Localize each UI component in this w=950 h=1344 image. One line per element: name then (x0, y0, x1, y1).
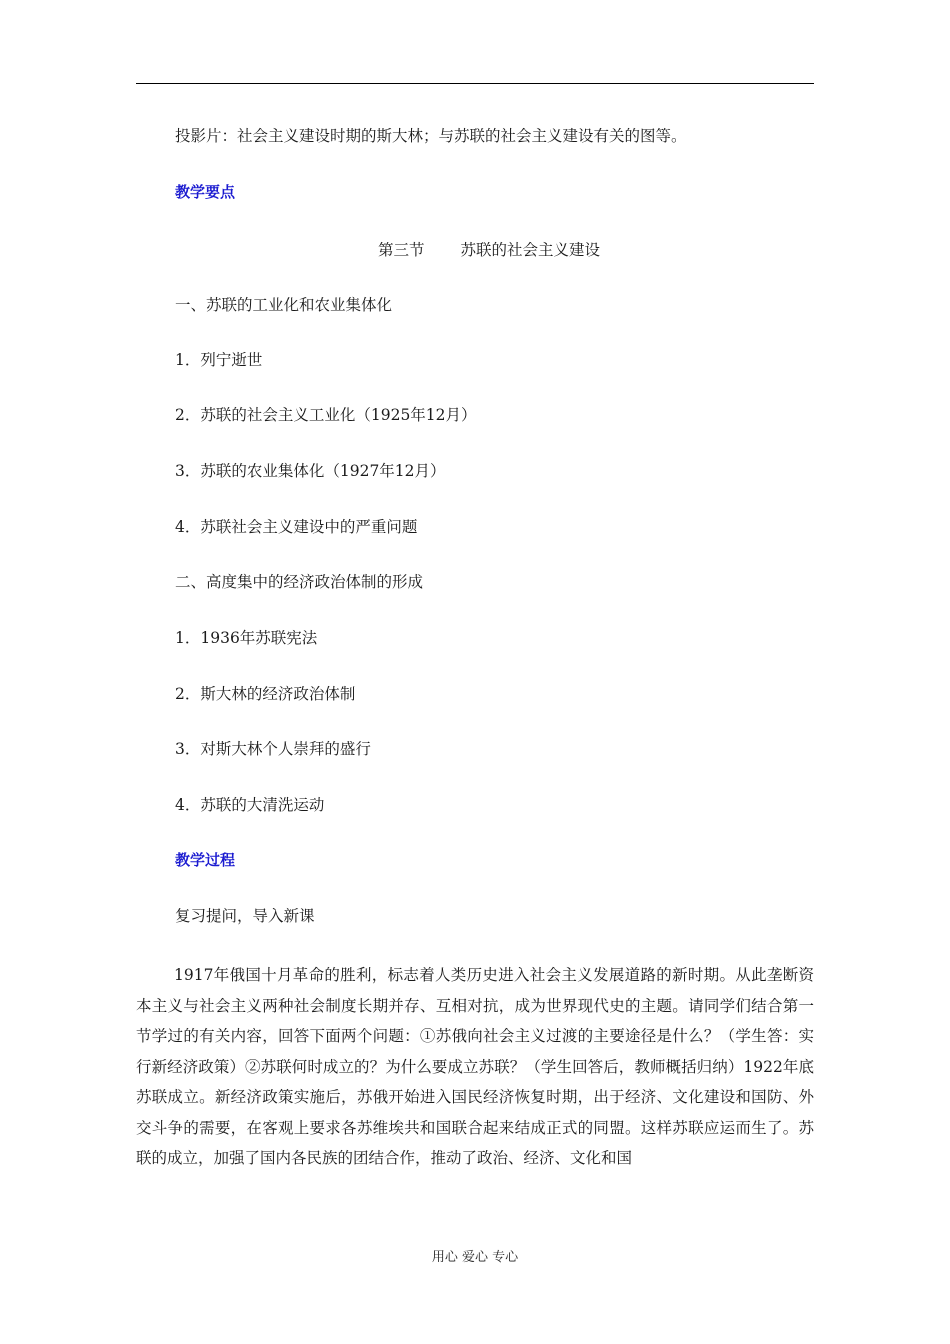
key-points-heading: 教学要点 (175, 183, 236, 201)
list-item: 1．列宁逝世 (175, 351, 263, 369)
section-name: 苏联的社会主义建设 (460, 241, 601, 259)
process-heading: 教学过程 (175, 851, 236, 869)
section-label: 第三节 (378, 241, 425, 259)
list-item: 4．苏联社会主义建设中的严重问题 (175, 518, 418, 536)
list-item: 1．1936年苏联宪法 (175, 629, 318, 647)
process-subheading: 复习提问，导入新课 (175, 907, 315, 925)
list-item: 4．苏联的大清洗运动 (175, 796, 325, 814)
list-item: 3．苏联的农业集体化（1927年12月） (175, 462, 446, 480)
list-item: 3．对斯大林个人崇拜的盛行 (175, 740, 371, 758)
intro-line: 投影片：社会主义建设时期的斯大林；与苏联的社会主义建设有关的图等。 (175, 127, 687, 145)
page-footer: 用心 爱心 专心 (431, 1250, 519, 1265)
body-paragraph: 1917年俄国十月革命的胜利，标志着人类历史进入社会主义发展道路的新时期。从此垄断资本主义与社会主义两种社会制度长期并存、互相对抗，成为世界现代史的主题。请同学们结合第一节学过的有关内容，回答下面两个问题：①苏俄向社会主义过渡的主要途径是什么？（学生答：实行新经济政策）②苏联何时成立的？为什么要成立苏联？（学生回答后，教师概括归纳）1922年底苏联成立。新经济政策实施后，苏俄开始进入国民经济恢复时期，出于经济、文化建设和国防、外交斗争的需要，在客观上要求各苏维埃共和国联合起来结成正式的同盟。这样苏联应运而生了。苏联的成立，加强了国内各民族的团结合作，推动了政治、经济、文化和国 (136, 966, 814, 1167)
header-rule (136, 83, 814, 84)
list-item: 2．苏联的社会主义工业化（1925年12月） (175, 406, 477, 424)
section-title (378, 240, 600, 260)
part1-title: 一、苏联的工业化和农业集体化 (175, 296, 393, 314)
part2-title: 二、高度集中的经济政治体制的形成 (175, 573, 424, 591)
list-item: 2．斯大林的经济政治体制 (175, 685, 356, 703)
